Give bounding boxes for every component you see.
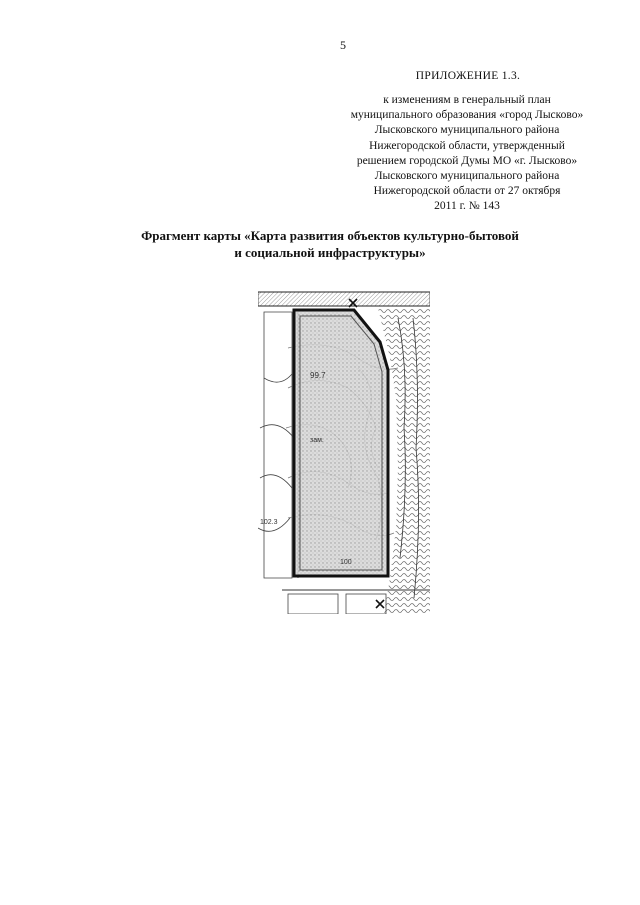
map-land-plot <box>294 310 388 576</box>
appendix-line: решением городской Думы МО «г. Лысково» <box>356 154 578 167</box>
map-label-elevation: 99.7 <box>310 371 326 380</box>
map-label-elevation: 100 <box>340 559 352 566</box>
appendix-line: к изменениям в генеральный план <box>383 94 551 106</box>
appendix-line: Нижегородской области, утвержденный <box>369 139 565 152</box>
map-left-blocks <box>258 312 298 578</box>
appendix-line: муниципального образования «город Лысково» <box>350 109 584 122</box>
document-title-line-1: Фрагмент карты «Карта развития объектов культурно-бытовой <box>141 228 519 243</box>
map-road-top <box>258 292 430 306</box>
cross-marker-icon <box>376 600 384 608</box>
appendix-line: Лысковского муниципального района <box>374 170 560 183</box>
appendix-text <box>336 93 598 215</box>
document-title <box>60 227 600 261</box>
appendix-line: 2011 г. № 143 <box>434 200 500 213</box>
page-number: 5 <box>340 38 346 52</box>
map-fragment <box>258 278 430 614</box>
map-label-elevation: 102.3 <box>260 519 278 526</box>
appendix-line: Нижегородской области от 27 октября <box>373 185 561 198</box>
appendix-line: Лысковского муниципального района <box>374 124 560 137</box>
document-title-line-2: и социальной инфраструктуры» <box>234 245 426 260</box>
map-label-plot: зам. <box>310 437 324 444</box>
appendix-title: ПРИЛОЖЕНИЕ 1.3. <box>415 70 521 82</box>
